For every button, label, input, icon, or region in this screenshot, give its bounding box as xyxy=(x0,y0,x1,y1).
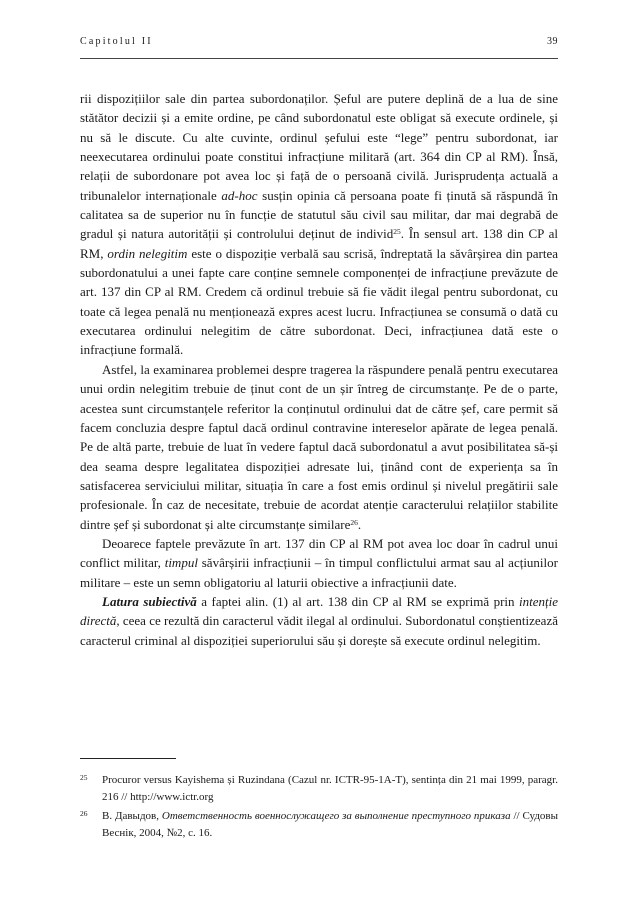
footnote-mark: 25 xyxy=(80,773,88,782)
p1-text-b: susțin opinia că persoana poate fi ținută să răspundă în calitatea sa de superior nu în funcție de statutul său civil sau militar, dar mai degrabă de gradul și natura autorității și controlului deținut de individ xyxy=(80,187,558,242)
footnote-author: В. Давыдов, xyxy=(102,810,162,822)
footnote-source-details: // Судовы Веснiк, 2004, №2, с. 16. xyxy=(102,810,559,839)
p4-text-a: a faptei alin. (1) al art. 138 din CP al RM se exprimă prin xyxy=(196,593,519,609)
p1-text-a: rii dispozițiilor sale din partea subordonaților. Șeful are putere deplină de a lua de sine stătător decizii și a emite ordine, pe când subordonatul este obligat să execute ordinele, și nu să le discute. Cu alte cuvinte, ordinul șefului este “lege” pentru subordonat, iar neexecutarea ordinului poate constitui infracțiune militară (art. 364 din CP al RM). Însă, relații de subordonare pot avea loc și față de o persoană civilă. Jurisprudența actuală a tribunalelor internaționale xyxy=(80,91,558,203)
footnote-26 xyxy=(80,808,558,841)
p3-text-b: săvârșirii infracțiunii – în timpul conflictului armat sau al acțiunilor militare – este un semn obligatoriu al laturii obiective a infracțiunii date. xyxy=(80,555,558,590)
footnote-rule xyxy=(80,758,176,759)
footnote-text: Procuror versus Kayishema și Ruzindana (Cazul nr. ICTR-95-1A-T), sentința din 21 mai 1999, paragr. 216 // http://www.ictr.org xyxy=(102,774,558,803)
body-text xyxy=(80,89,558,650)
footnote-mark: 26 xyxy=(80,809,88,818)
footnotes xyxy=(80,772,558,844)
header-rule xyxy=(80,58,558,59)
p4-text-b: , ceea ce rezultă din caracterul vădit ilegal al ordinului. Subordonatul conștientizează caracterul criminal al dispoziției superiorului său și dorește să execute ordinul nelegitim. xyxy=(80,613,558,648)
paragraph-4 xyxy=(80,592,558,650)
page-number: 39 xyxy=(547,36,558,47)
term-latura-subiectiva: Latura subiectivă xyxy=(102,593,197,609)
p3-text-a: Deoarece faptele prevăzute în art. 137 din CP al RM pot avea loc doar în cadrul unui conflict militar, xyxy=(80,535,558,571)
term-intentie-directa: intenție directă xyxy=(80,593,558,629)
term-ad-hoc: ad-hoc xyxy=(221,187,258,203)
chapter-title: Capitolul II xyxy=(80,36,153,47)
running-header xyxy=(80,36,558,52)
footnote-ref-25[interactable]: 25 xyxy=(393,227,401,237)
p1-text-c: . În sensul art. 138 din CP al RM, xyxy=(80,226,558,261)
term-timpul: timpul xyxy=(164,555,198,571)
paragraph-2 xyxy=(80,360,558,534)
footnote-25 xyxy=(80,772,558,805)
p2-text-b: . xyxy=(357,516,362,532)
p2-text-a: Astfel, la examinarea problemei despre tragerea la răspundere penală pentru executarea unui ordin nelegitim trebuie de ținut cont de un șir întreg de circumstanțe. Pe de o parte, acestea sunt circumstanțele referitor la conținutul ordinului dat de către șef, care permit să facem concluzia despre faptul dacă ordinul contravine intereselor apărate de legea penală. Pe de altă parte, trebuie de luat în vedere faptul dacă subordonatul a avut posibilitatea să-și dea seama despre legalitatea dispoziției adresate lui, ținând cont de experiența sa în satisfacerea serviciului militar, situația în care a fost emis ordinul și nivelul pregătirii sale profesionale. În caz de necesitate, trebuie de acordat atenție caracterului relațiilor stabilite dintre șef și subordonat și alte circumstanțe similare xyxy=(80,361,558,532)
p1-text-d: este o dispoziție verbală sau scrisă, îndreptată la săvârșirea din partea subordonatului a unei fapte care conține semnele componenței de infracțiune prevăzute de art. 137 din CP al RM. Credem că ordinul trebuie să fie vădit ilegal pentru subordonat, cu toate că legea penală nu menționează expres acest lucru. Infracțiunea se consumă o dată cu executarea ordinului nelegitim de către subordonat. Deci, infracțiunea dată este o infracțiune formală. xyxy=(80,245,559,358)
paragraph-1 xyxy=(80,89,558,360)
term-ordin-nelegitim: ordin nelegitim xyxy=(107,245,188,261)
footnote-ref-26[interactable]: 26 xyxy=(350,517,358,527)
footnote-source-title: Ответственность военнослужащего за выполнение преступного приказа xyxy=(161,810,511,822)
paragraph-3 xyxy=(80,534,558,592)
